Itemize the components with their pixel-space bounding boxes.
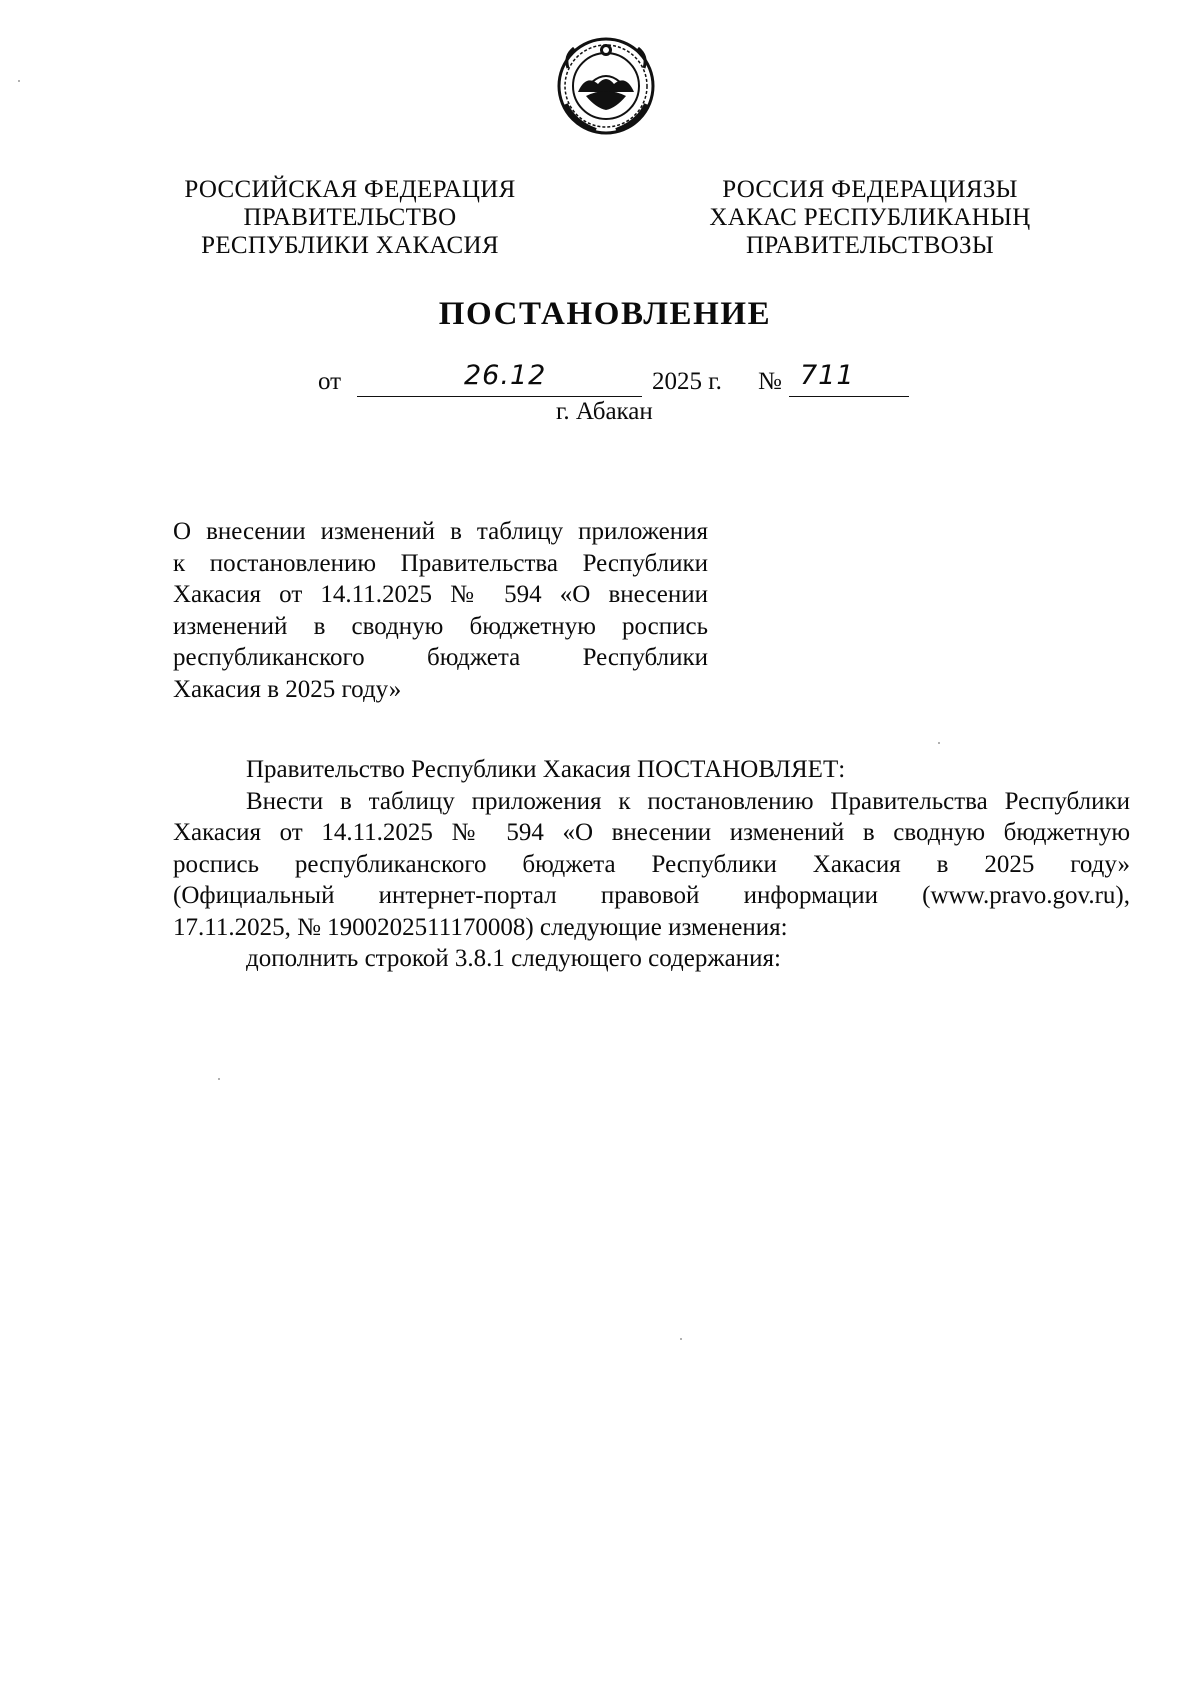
subject-line: Хакасия от 14.11.2025 № 594 «О внесении	[173, 581, 708, 608]
body-line: дополнить строкой 3.8.1 следующего содержания:	[246, 945, 781, 972]
body-line: 17.11.2025, № 1900202511170008) следующие изменения:	[173, 913, 788, 941]
number-handwritten: 711	[800, 360, 855, 391]
header-right-line-1: РОССИЯ ФЕДЕРАЦИЯЗЫ	[722, 176, 1018, 203]
scan-speck	[938, 742, 940, 744]
subject-line: к постановлению Правительства Республики	[173, 549, 708, 577]
date-number-line	[0, 360, 1200, 398]
body-text	[173, 754, 1130, 975]
city-label: г. Абакан	[556, 398, 653, 425]
number-sign: №	[758, 368, 782, 395]
scan-speck	[680, 1338, 682, 1340]
scan-speck	[218, 1078, 220, 1080]
date-underline	[357, 396, 642, 397]
subject-line: О внесении изменений в таблицу приложения	[173, 518, 708, 545]
scan-speck	[18, 80, 20, 82]
header-left-line-3: РЕСПУБЛИКИ ХАКАСИЯ	[201, 232, 499, 259]
year-label: 2025 г.	[652, 368, 722, 395]
date-prefix: от	[318, 368, 342, 395]
header-right	[705, 176, 1035, 260]
body-line: (Официальный интернет-портал правовой информации (www.pravo.gov.ru),	[173, 882, 1130, 909]
subject-line: республиканского бюджета Республики	[173, 644, 708, 671]
subject-line: Хакасия в 2025 году»	[173, 675, 402, 703]
header-left	[170, 176, 530, 260]
body-line: Правительство Республики Хакасия ПОСТАНОВЛЯЕТ:	[246, 756, 846, 783]
body-line: роспись республиканского бюджета Республики Хакасия в 2025 году»	[173, 850, 1130, 878]
document-title: ПОСТАНОВЛЕНИЕ	[438, 296, 772, 332]
header-left-line-1: РОССИЙСКАЯ ФЕДЕРАЦИЯ	[184, 176, 516, 203]
body-line: Внести в таблицу приложения к постановлению Правительства Республики	[246, 787, 1130, 815]
header-left-line-2: ПРАВИТЕЛЬСТВО	[243, 204, 457, 231]
body-line: Хакасия от 14.11.2025 № 594 «О внесении изменений в сводную бюджетную	[173, 819, 1130, 846]
subject-block	[173, 516, 708, 705]
subject-line: изменений в сводную бюджетную роспись	[173, 612, 708, 640]
date-handwritten: 26.12	[464, 360, 547, 391]
number-underline	[789, 396, 909, 397]
header-right-line-2: ХАКАС РЕСПУБЛИКАНЫҢ	[709, 204, 1031, 231]
coat-of-arms-icon	[556, 34, 656, 138]
header-right-line-3: ПРАВИТЕЛЬСТВОЗЫ	[746, 232, 994, 259]
